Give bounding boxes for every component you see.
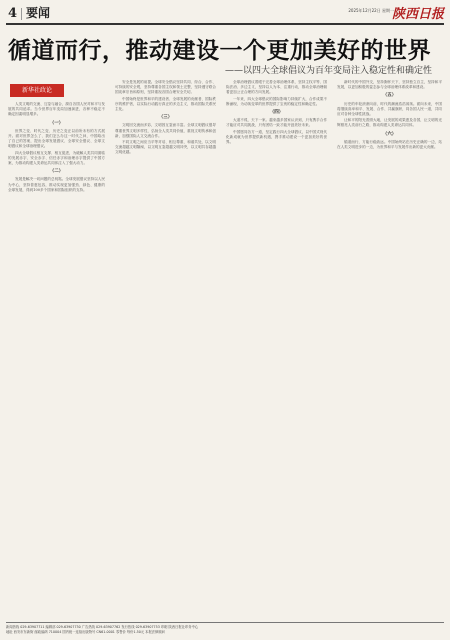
newspaper-logo: 陕西日报: [391, 7, 444, 22]
paragraph: 一年来，四大全球倡议的国际影响力持续扩大，合作成果不断涌现，为动荡变革的世界提供了宝贵的稳定性和确定性。: [226, 96, 327, 106]
paragraph: 全球治理倡议着眼于完善全球治理体系，坚持主权平等、国际法治、多边主义，坚持以人为本、注重行动，推动全球治理朝着更加公正合理的方向发展。: [226, 80, 327, 95]
article-column-1: [8, 102, 105, 616]
issue-date: [348, 8, 394, 14]
footer-line: 地址 西安市东新街 邮政编码 710004 国内统一连续出版物号 CN61-0001 零售价 每份1.50元 本报法律顾问: [6, 630, 165, 634]
paragraph: 大道不孤，天下一家。越来越多国家认识到，只有携手合作才能应对共同挑战，只有团结一致才能开创美好未来。: [226, 118, 327, 128]
paragraph: 新时代的中国外交，坚持胸怀天下，坚持独立自主，坚持和平发展，以更加积极的姿态参与全球治理体系改革和建设。: [337, 80, 442, 90]
issue-date-value: 2025年12月22日: [348, 8, 381, 13]
section-marker: （四）: [269, 110, 284, 116]
article-subheadline: ——以四大全球倡议为百年变局注入稳定性和确定性: [224, 66, 432, 76]
footer-line: 新闻热线 029-63907711 编辑部 029-63907730 广告热线 029-63907762 发行热线 029-63907753 印刷 陕西日报社印务中心: [6, 625, 199, 629]
page-header: [0, 0, 450, 24]
paragraph: 文明因交流而多彩，文明因互鉴而丰富。全球文明倡议倡导尊重世界文明多样性，弘扬全人类共同价值，重视文明传承和创新，加强国际人文交流合作。: [115, 123, 216, 138]
header-rule: [6, 23, 444, 25]
article-column-2: [115, 80, 216, 616]
byline-badge: 新华社政论: [10, 84, 64, 97]
issue-weekday: 星期一: [382, 8, 394, 13]
header-divider: [21, 8, 22, 20]
paragraph: 历史的车轮滚滚向前，时代的潮流浩浩荡荡。面向未来，中国将继续高举和平、发展、合作、共赢旗帜，同各国人民一道，共同应对各种全球性挑战。: [337, 101, 442, 117]
paragraph: 人类文明的交流、互鉴与融合，源自各国人民对和平与发展的共同追求。当今世界百年变局加速演进，各种不稳定不确定因素明显增多。: [8, 102, 105, 117]
paragraph: 中国愿同各方一道，坚定践行四大全球倡议，以中国式现代化新成就为世界提供新机遇，携手推动建设一个更加美好的世界。: [226, 129, 327, 145]
paragraph: 安全是发展的前提。全球安全倡议坚持共同、综合、合作、可持续的安全观，坚持尊重各国主权和领土完整，坚持遵守联合国宪章宗旨和原则，坚持重视各国合理安全关切。: [115, 80, 216, 95]
page-footer: [6, 622, 444, 635]
paragraph: 发展是解决一切问题的总钥匙。全球发展倡议坚持以人民为中心，坚持普惠包容，推动实现更加强劲、绿色、健康的全球发展，得到100多个国家和国际组织的支持。: [8, 177, 105, 192]
section-marker: （二）: [49, 169, 64, 175]
page-number-block: [8, 4, 50, 21]
paragraph: 不同文明之间应当平等对话、相互尊重、和谐共处，以文明交流超越文明隔阂，以文明互鉴超越文明冲突，以文明共存超越文明优越。: [115, 140, 216, 155]
section-name: 要闻: [26, 6, 51, 20]
paragraph: 让和平的阳光普照大地，让发展的成果惠及各国，让文明的光辉照亮人类前行之路，推动构建人类命运共同体。: [337, 118, 442, 128]
page-number: 4: [8, 6, 18, 21]
paragraph: 世界之变、时代之变、历史之变正以前所未有的方式展开。面对世界怎么了、我们怎么办这一时代之问，中国给出了自己的答案，提出全球发展倡议、全球安全倡议、全球文明倡议和全球治理倡议。: [8, 128, 105, 149]
section-marker: （一）: [49, 120, 64, 126]
paragraph: 四大全球倡议相互支撑、相互促进，为破解人类共同面临的发展赤字、安全赤字、信任赤字和治理赤字提供了中国方案，为推动构建人类命运共同体注入了强大动力。: [8, 150, 105, 166]
article-headline: 循道而行，推动建设一个更加美好的世界: [8, 37, 431, 64]
section-marker: （五）: [382, 93, 397, 99]
section-marker: （三）: [158, 115, 173, 121]
article-column-4: [337, 80, 442, 616]
paragraph: 中国始终是世界和平的建设者、全球发展的贡献者、国际秩序的维护者，以实际行动践行真正的多边主义，推动国际关系民主化。: [115, 96, 216, 112]
article-column-3: [226, 80, 327, 616]
section-marker: （六）: [382, 131, 397, 137]
paragraph: 循道而行，方能行稳致远。中国始终站在历史正确的一边，站在人类文明进步的一边，为世界和平与发展作出新的更大贡献。: [337, 139, 442, 150]
